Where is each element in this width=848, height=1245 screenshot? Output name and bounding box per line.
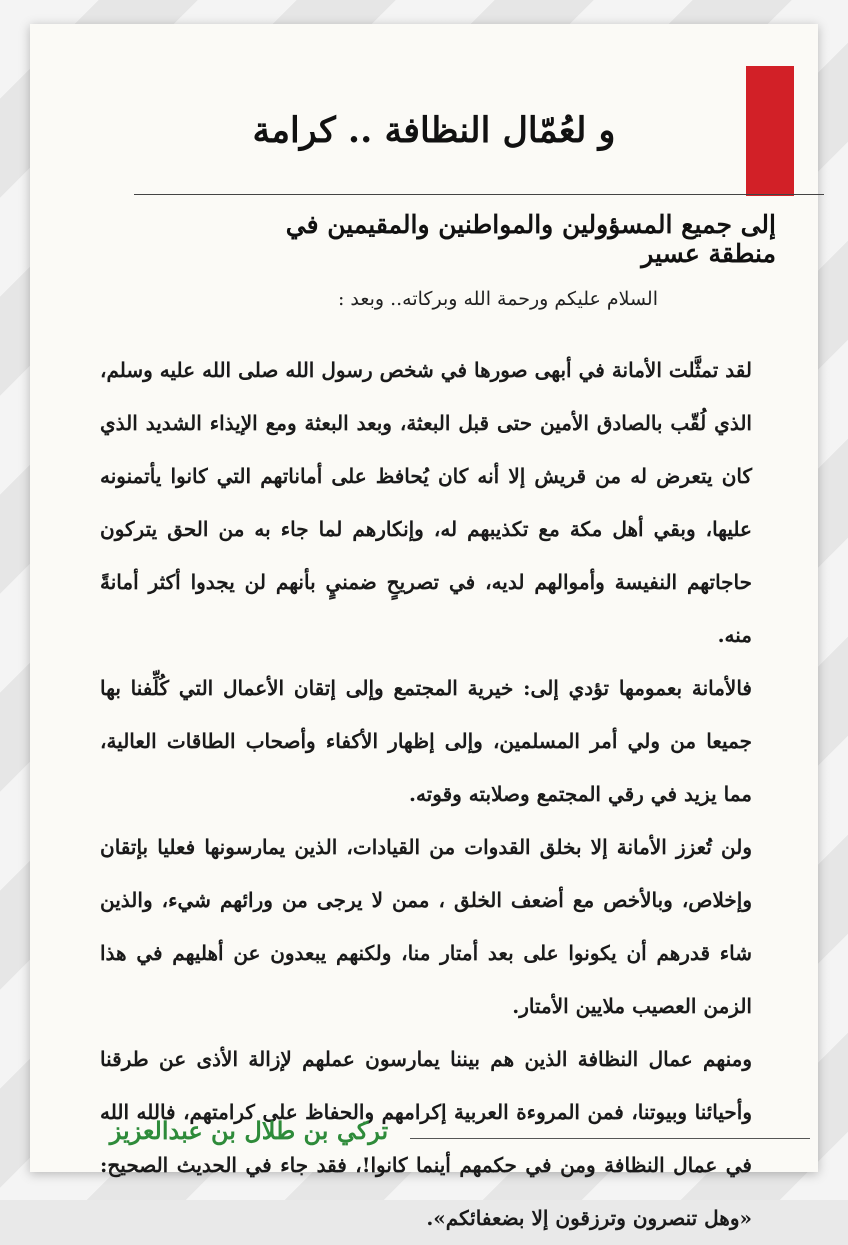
signature-line: [410, 1138, 810, 1139]
letter-sheet: [30, 24, 818, 1230]
body-paragraph: لقد تمثَّلت الأمانة في أبهى صورها في شخص رسول الله صلى الله عليه وسلم، الذي لُقّب بالصادق الأمين حتى قبل البعثة، وبعد البعثة ومع الإيذاء الشديد الذي كان يتعرض له من قريش إلا أنه كان يُحافظ على أماناتهم التي كانوا يأتمنونه عليها، وبقي أهل مكة مع تكذيبهم له، وإنكارهم لما جاء به من الحق يتركون حاجاتهم النفيسة وأموالهم لديه، في تصريحٍ ضمنيٍ بأنهم لن يجدوا أكثر أمانةً منه.: [100, 358, 752, 647]
body-paragraph: ومنهم عمال النظافة الذين هم بيننا يمارسون عملهم لإزالة الأذى عن طرقنا وأحيائنا وبيوتنا، فمن المروءة العربية إكرامهم والحفاظ على كرامتهم، فالله الله في عمال النظافة ومن في حكمهم أينما كانوا!، فقد جاء في الحديث الصحيح: «وهل تنصرون وترزقون إلا بضعفائكم».: [100, 1047, 753, 1230]
body-paragraph: ولن تُعزز الأمانة إلا بخلق القدوات من القيادات، الذين يمارسونها فعليا بإتقان وإخلاص، وبالأخص مع أضعف الخلق ، ممن لا يرجى من ورائهم شيء، والذين شاء قدرهم أن يكونوا على بعد أمتار منا، ولكنهم يبعدون عن أهليهم في هذا الزمن العصيب ملايين الأمتار.: [100, 835, 752, 1018]
title-divider: [134, 194, 824, 195]
letter-greeting: السلام عليكم ورحمة الله وبركاته.. وبعد :: [337, 288, 658, 310]
letter-addressee: إلى جميع المسؤولين والمواطنين والمقيمين في منطقة عسير: [285, 210, 776, 268]
letter-signature: تركي بن طلال بن عبدالعزيز: [109, 1116, 389, 1145]
letter-body: [100, 344, 752, 1245]
letter-title: و لعُمّال النظافة .. كرامة: [252, 110, 616, 151]
body-paragraph: فالأمانة بعمومها تؤدي إلى: خيرية المجتمع وإلى إتقان الأعمال التي كُلِّفنا بها جميعا من ولي أمر المسلمين، وإلى إظهار الأكفاء وأصحاب الطاقات العالية، مما يزيد في رقي المجتمع وصلابته وقوته.: [100, 676, 752, 806]
red-accent-bar: [746, 66, 794, 196]
